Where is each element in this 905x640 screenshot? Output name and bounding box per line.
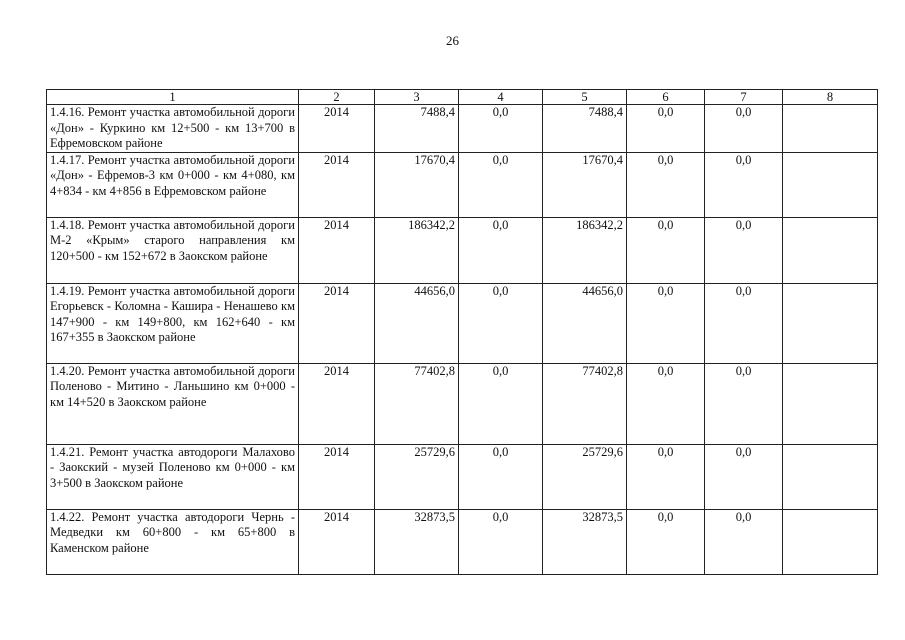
item-description: 1.4.20. Ремонт участка автомобильной дороги Поленово - Митино - Ланьшино км 0+000 - км 14+520 в Заокском районе [47, 363, 299, 444]
column-header: 3 [375, 90, 459, 105]
column-header: 6 [627, 90, 705, 105]
item-col5: 25729,6 [543, 444, 627, 509]
item-description: 1.4.21. Ремонт участка автодороги Малахово - Заокский - музей Поленово км 0+000 - км 3+500 в Заокском районе [47, 444, 299, 509]
item-col3: 32873,5 [375, 509, 459, 574]
item-year: 2014 [299, 152, 375, 217]
item-col8 [783, 363, 878, 444]
item-year: 2014 [299, 444, 375, 509]
item-col8 [783, 152, 878, 217]
item-col7: 0,0 [705, 217, 783, 283]
item-col3: 17670,4 [375, 152, 459, 217]
item-col4: 0,0 [459, 152, 543, 217]
item-col7: 0,0 [705, 283, 783, 363]
item-col4: 0,0 [459, 105, 543, 153]
column-header: 8 [783, 90, 878, 105]
item-col5: 17670,4 [543, 152, 627, 217]
item-col7: 0,0 [705, 509, 783, 574]
item-col4: 0,0 [459, 509, 543, 574]
item-col7: 0,0 [705, 152, 783, 217]
item-col7: 0,0 [705, 105, 783, 153]
item-col5: 77402,8 [543, 363, 627, 444]
table-row [47, 217, 878, 283]
item-col6: 0,0 [627, 283, 705, 363]
item-col4: 0,0 [459, 444, 543, 509]
item-col4: 0,0 [459, 283, 543, 363]
item-col7: 0,0 [705, 444, 783, 509]
item-col3: 25729,6 [375, 444, 459, 509]
item-col8 [783, 444, 878, 509]
item-year: 2014 [299, 509, 375, 574]
item-col5: 32873,5 [543, 509, 627, 574]
table-row [47, 363, 878, 444]
item-col8 [783, 105, 878, 153]
header-row [47, 90, 878, 105]
item-col3: 44656,0 [375, 283, 459, 363]
item-col3: 186342,2 [375, 217, 459, 283]
item-col5: 186342,2 [543, 217, 627, 283]
item-col7: 0,0 [705, 363, 783, 444]
item-col3: 7488,4 [375, 105, 459, 153]
table-row [47, 152, 878, 217]
item-year: 2014 [299, 283, 375, 363]
table-row [47, 283, 878, 363]
item-description: 1.4.19. Ремонт участка автомобильной дороги Егорьевск - Коломна - Кашира - Ненашево км 147+900 - км 149+800, км 162+640 - км 167+355 в Заокском районе [47, 283, 299, 363]
item-year: 2014 [299, 105, 375, 153]
column-header: 2 [299, 90, 375, 105]
item-year: 2014 [299, 363, 375, 444]
item-col5: 7488,4 [543, 105, 627, 153]
page-number: 26 [446, 33, 459, 48]
item-col3: 77402,8 [375, 363, 459, 444]
column-header: 4 [459, 90, 543, 105]
table-row [47, 105, 878, 153]
item-col8 [783, 283, 878, 363]
item-col6: 0,0 [627, 444, 705, 509]
item-col5: 44656,0 [543, 283, 627, 363]
budget-table [46, 89, 878, 575]
column-header: 5 [543, 90, 627, 105]
item-col6: 0,0 [627, 217, 705, 283]
item-col6: 0,0 [627, 363, 705, 444]
item-col8 [783, 509, 878, 574]
item-year: 2014 [299, 217, 375, 283]
item-description: 1.4.18. Ремонт участка автомобильной дороги М-2 «Крым» старого направления км 120+500 - км 152+672 в Заокском районе [47, 217, 299, 283]
item-col6: 0,0 [627, 152, 705, 217]
item-col8 [783, 217, 878, 283]
item-description: 1.4.22. Ремонт участка автодороги Чернь - Медведки км 60+800 - км 65+800 в Каменском районе [47, 509, 299, 574]
item-col4: 0,0 [459, 217, 543, 283]
item-col4: 0,0 [459, 363, 543, 444]
table-row [47, 444, 878, 509]
table-row [47, 509, 878, 574]
item-description: 1.4.17. Ремонт участка автомобильной дороги «Дон» - Ефремов-3 км 0+000 - км 4+080, км 4+834 - км 4+856 в Ефремовском районе [47, 152, 299, 217]
item-description: 1.4.16. Ремонт участка автомобильной дороги «Дон» - Куркино км 12+500 - км 13+700 в Ефремовском районе [47, 105, 299, 153]
column-header: 7 [705, 90, 783, 105]
item-col6: 0,0 [627, 509, 705, 574]
column-header: 1 [47, 90, 299, 105]
item-col6: 0,0 [627, 105, 705, 153]
